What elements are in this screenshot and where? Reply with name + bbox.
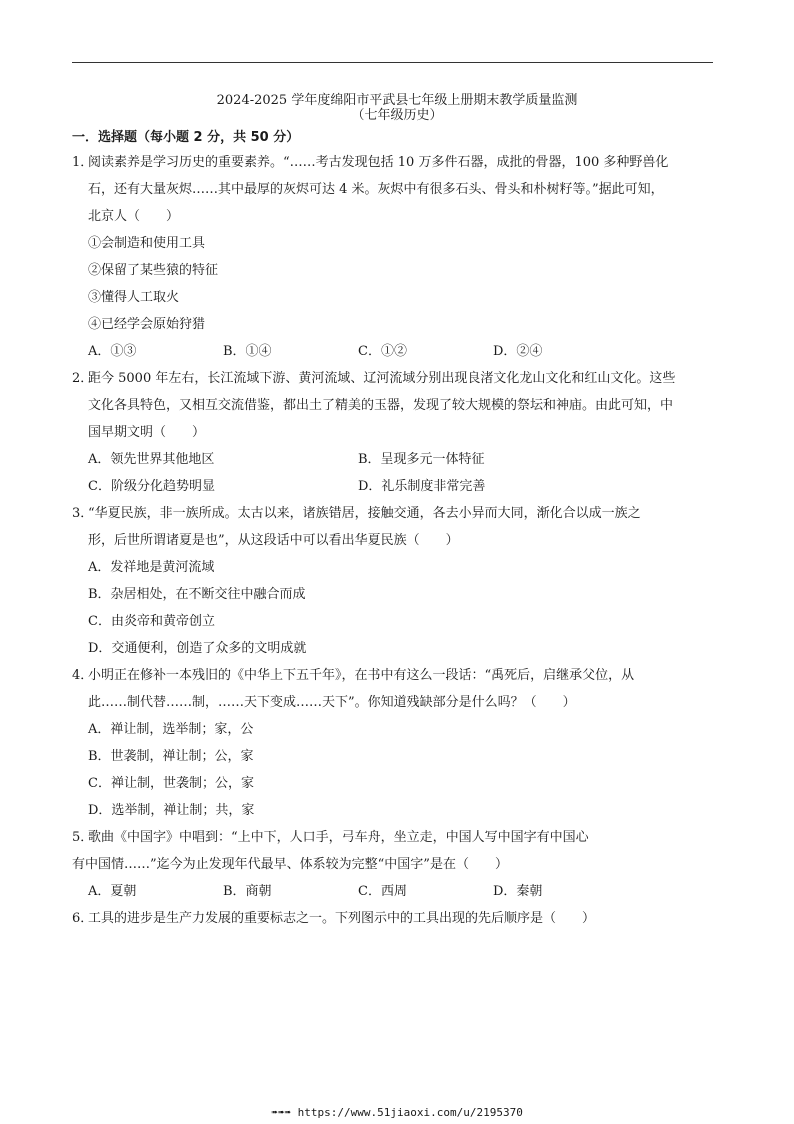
option-c[interactable]: C．西周 [358,884,407,899]
option-a[interactable]: A．发祥地是黄河流域 [88,560,215,575]
exam-page [72,93,722,932]
option-a[interactable]: A．领先世界其他地区 [88,452,215,467]
option-a[interactable]: A．禅让制，选举制；家，公 [88,722,254,737]
question-2-options-row-2 [72,473,722,500]
question-4 [72,662,722,824]
question-5-stem [72,824,722,878]
option-d[interactable]: D．选举制，禅让制；共，家 [88,803,255,818]
section-heading: 一．选择题（每小题 2 分，共 50 分） [72,130,300,145]
option-c[interactable]: C．阶级分化趋势明显 [88,479,215,494]
option-b[interactable]: B．①④ [223,344,272,359]
question-6-stem [72,905,722,932]
footer-watermark-link[interactable]: ➠➠➠ https://www.51jiaoxi.com/u/2195370 [271,1106,523,1119]
question-2-stem [72,365,722,446]
stem-line: “华夏民族，非一族所成。太古以来，诸族错居，接触交通，各去小异而大同，渐化合以成一族之 [88,506,641,521]
stem-line: 石，还有大量灰烬……其中最厚的灰烬可达 4 米。灰烬中有很多石头、骨头和朴树籽等。”据此可知， [88,182,664,197]
question-5 [72,824,722,905]
exam-subtitle: （七年级历史） [351,108,443,123]
option-d[interactable]: D．交通便利，创造了众多的文明成就 [88,641,307,656]
option-b[interactable]: B．世袭制，禅让制；公，家 [88,749,254,764]
stem-line: 歌曲《中国字》中唱到：“上中下，人口手，弓车舟，坐立走，中国人写中国字有中国心 [88,830,589,845]
statement-item: ④已经学会原始狩猎 [88,317,206,332]
option-a[interactable]: A．夏朝 [88,884,137,899]
stem-line: 工具的进步是生产力发展的重要标志之一。下列图示中的工具出现的先后顺序是（ ） [88,911,596,926]
question-number: 2． [72,371,94,386]
statement-item: ②保留了某些猿的特征 [88,263,219,278]
stem-line: 形，后世所谓诸夏是也”，从这段话中可以看出华夏民族（ ） [88,533,459,548]
question-1 [72,149,722,365]
option-b[interactable]: B．呈现多元一体特征 [358,452,485,467]
stem-line: 国早期文明（ ） [88,425,206,440]
option-a[interactable]: A．①③ [88,344,137,359]
stem-line: 北京人（ ） [88,209,180,224]
question-3-stem [72,500,722,554]
stem-line: 阅读素养是学习历史的重要素养。“……考古发现包括 10 万多件石器，成批的骨器，100 多种野兽化 [88,155,669,170]
stem-line: 此……制代替……制，……天下变成……天下”。你知道残缺部分是什么吗？（ ） [88,695,576,710]
question-number: 3． [72,506,94,521]
question-2 [72,365,722,500]
option-c[interactable]: C．①② [358,344,407,359]
question-4-stem [72,662,722,716]
stem-line: 有中国情……”迄今为止发现年代最早、体系较为完整“中国字”是在（ ） [72,857,508,872]
question-1-options [72,338,722,365]
option-d[interactable]: D．礼乐制度非常完善 [358,479,486,494]
option-c[interactable]: C．禅让制，世袭制；公，家 [88,776,254,791]
option-d[interactable]: D．秦朝 [493,884,543,899]
statement-item: ③懂得人工取火 [88,290,180,305]
top-rule [72,62,713,63]
question-number: 1． [72,155,94,170]
option-c[interactable]: C．由炎帝和黄帝创立 [88,614,215,629]
question-number: 6． [72,911,94,926]
question-5-options [72,878,722,905]
statement-item: ①会制造和使用工具 [88,236,206,251]
option-b[interactable]: B．杂居相处，在不断交往中融合而成 [88,587,306,602]
exam-title: 2024-2025 学年度绵阳市平武县七年级上册期末教学质量监测 [216,93,578,108]
question-number: 4． [72,668,94,683]
stem-line: 文化各具特色，又相互交流借鉴，都出土了精美的玉器，发现了较大规模的祭坛和神庙。由此可知，中 [88,398,674,413]
question-3 [72,500,722,662]
question-2-options-row-1 [72,446,722,473]
stem-line: 距今 5000 年左右，长江流域下游、黄河流域、辽河流域分别出现良渚文化龙山文化和红山文化。这些 [88,371,676,386]
question-number: 5． [72,830,94,845]
option-b[interactable]: B．商朝 [223,884,272,899]
option-d[interactable]: D．②④ [493,344,543,359]
stem-line: 小明正在修补一本残旧的《中华上下五千年》，在书中有这么一段话：“禹死后，启继承父位，从 [88,668,635,683]
question-6 [72,905,722,932]
question-1-stem [72,149,722,230]
